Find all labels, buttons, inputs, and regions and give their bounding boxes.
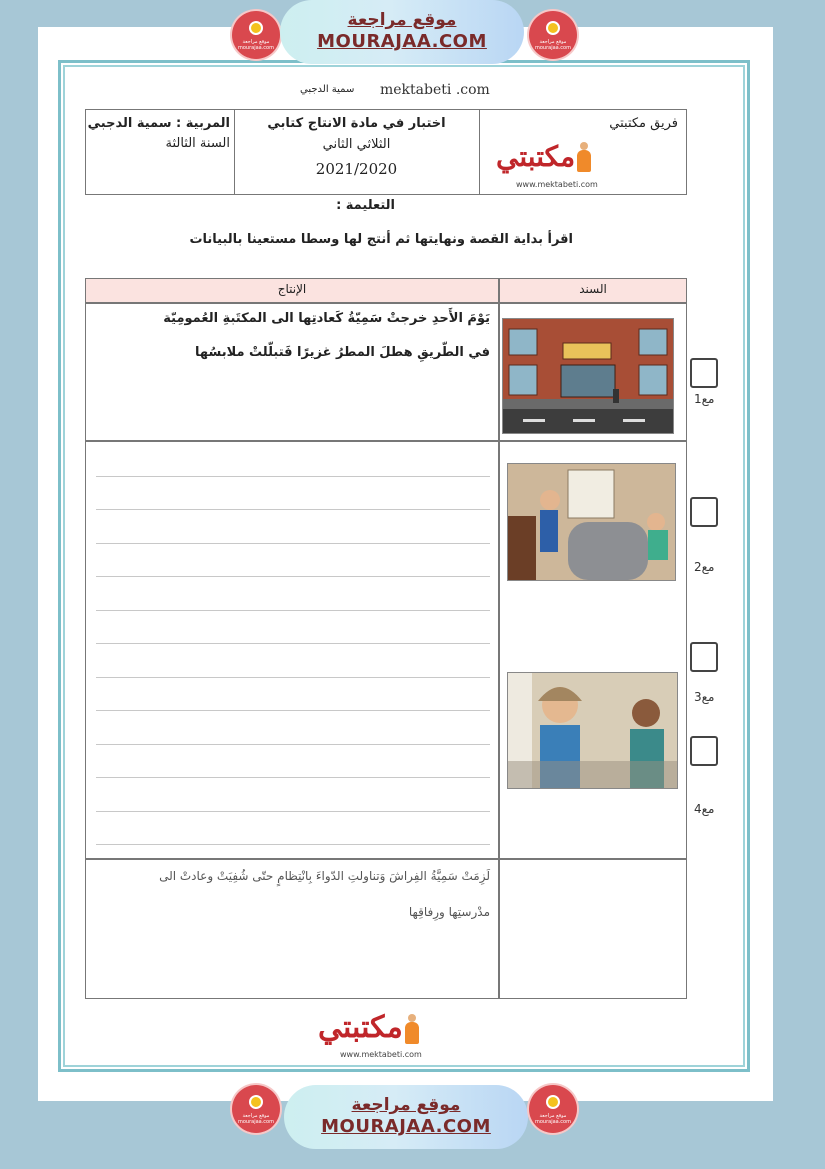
criterion-2-label: مع2 (694, 560, 715, 574)
writing-line[interactable] (96, 710, 490, 711)
coin-icon (249, 21, 263, 35)
writing-line[interactable] (96, 643, 490, 644)
logo-url: www.mektabeti.com (516, 180, 598, 189)
row-divider (86, 858, 686, 860)
coin-icon (546, 21, 560, 35)
column-header-support: السند (579, 282, 607, 296)
watermark-badge-right-bottom (529, 1085, 577, 1133)
watermark-badge-left-bottom (232, 1085, 280, 1133)
header-logo (496, 142, 591, 172)
watermark-badge-right-top (529, 11, 577, 59)
watermark-latin: MOURAJAA.COM (321, 1116, 491, 1137)
watermark-badge-left-top (232, 11, 280, 59)
reader-figure-icon (577, 150, 591, 172)
footer-logo-url: www.mektabeti.com (340, 1050, 422, 1059)
writing-line[interactable] (96, 576, 490, 577)
criterion-3-label: مع3 (694, 690, 715, 704)
criterion-2-checkbox[interactable] (690, 497, 718, 527)
badge-text: موقع مراجعة mourajaa.com (237, 1113, 274, 1125)
logo-word: مكتبتي (496, 140, 576, 173)
clinic-illustration (508, 673, 677, 788)
divider (479, 110, 480, 194)
watermark-arabic: موقع مراجعة (347, 10, 457, 30)
teacher-name: المربية : سمية الدجبي (87, 116, 230, 131)
criterion-3-checkbox[interactable] (690, 642, 718, 672)
column-divider (498, 279, 500, 998)
criterion-4-label: مع4 (694, 802, 715, 816)
story-start-line-2: في الطّريقِ هطلَ المطرُ غزيرًا فَتبلّلتْ ملابسُها (195, 345, 490, 360)
story-end-line-1: لَزِمَتْ سَمِيَّةُ الفِراشَ وَتناولتِ الدّواءَ بِانْتِظامٍ حتّى شُفِيَتْ وعادتْ الى (159, 869, 490, 883)
writing-line[interactable] (96, 476, 490, 477)
reader-figure-icon (405, 1022, 419, 1044)
badge-text: موقع مراجعة mourajaa.com (534, 1113, 571, 1125)
badge-text: موقع مراجعة mourajaa.com (534, 39, 571, 51)
criterion-4-checkbox[interactable] (690, 736, 718, 766)
badge-text: موقع مراجعة mourajaa.com (237, 39, 274, 51)
writing-line[interactable] (96, 610, 490, 611)
exam-header (85, 109, 687, 195)
writing-line[interactable] (96, 543, 490, 544)
writing-line[interactable] (96, 844, 490, 845)
watermark-pill-bottom[interactable] (284, 1085, 528, 1149)
exam-title: اختبار في مادة الانتاج كتابي (267, 116, 446, 131)
library-building-illustration (503, 319, 673, 433)
watermark-arabic: موقع مراجعة (351, 1095, 461, 1115)
watermark-pill-top[interactable] (280, 0, 524, 64)
team-name: فريق مكتبتي (609, 116, 678, 131)
footer-logo (318, 1012, 419, 1044)
writing-line[interactable] (96, 744, 490, 745)
writing-line[interactable] (96, 509, 490, 510)
bedroom-illustration (508, 464, 675, 580)
author-small: سمية الدجبي (300, 84, 355, 95)
writing-line[interactable] (96, 777, 490, 778)
girl-doctor-image (507, 672, 678, 789)
criterion-1-checkbox[interactable] (690, 358, 718, 388)
footer-logo-word: مكتبتي (318, 1010, 403, 1045)
school-year: 2021/2020 (315, 160, 398, 178)
instruction-text: اقرأ بداية القصة ونهايتها ثم أنتج لها وسطا مستعينا بالبيانات (189, 232, 573, 247)
row-divider (86, 302, 686, 304)
writing-line[interactable] (96, 811, 490, 812)
sick-girl-bed-image (507, 463, 676, 581)
column-header-production: الإنتاج (277, 282, 307, 296)
story-start-line-1: يَوْمَ الأَحدِ خرجتْ سَمِيّةُ كَعادتِها الى المكتَبةِ العُمومِيّة (163, 311, 490, 326)
writing-line[interactable] (96, 677, 490, 678)
story-end-line-2: مدْرستِها ورِفاقِها (408, 905, 490, 919)
instruction-title: التعليمة : (336, 198, 395, 213)
coin-icon (249, 1095, 263, 1109)
exam-term: الثلاثي الثاني (322, 137, 391, 152)
site-url: mektabeti .com (380, 82, 490, 98)
library-rain-image (502, 318, 674, 434)
divider (234, 110, 235, 194)
criterion-1-label: مع1 (694, 392, 715, 406)
coin-icon (546, 1095, 560, 1109)
grade-level: السنة الثالثة (165, 136, 230, 151)
watermark-latin: MOURAJAA.COM (317, 31, 487, 52)
row-divider (86, 440, 686, 442)
